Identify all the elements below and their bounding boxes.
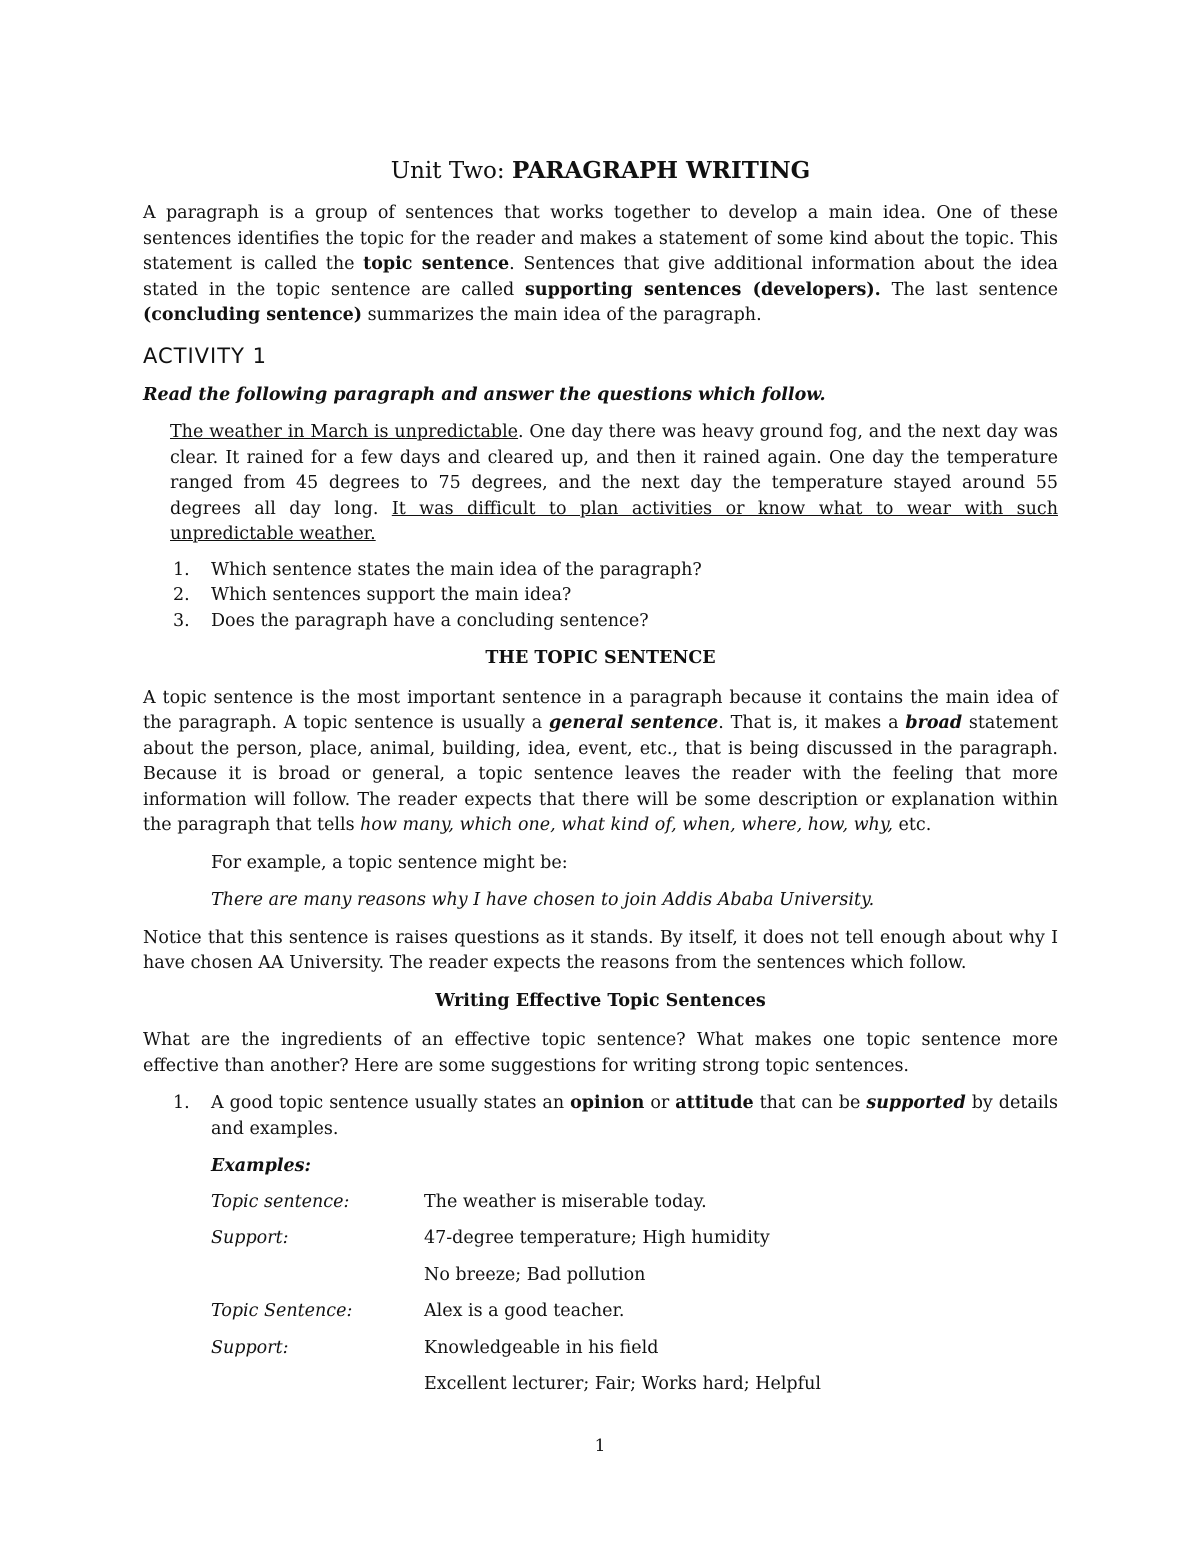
page-number: 1 bbox=[594, 1436, 606, 1456]
example-label: Topic Sentence: bbox=[211, 1301, 353, 1321]
example-row bbox=[211, 1226, 821, 1263]
passage-support: . One day there was heavy ground fog, and the next day was clear. It rained for a few days and cleared up, and then it rained again. One day the temperature ranged from 45 degrees to 75 degrees, and the next day the temperature stayed around 55 degrees all day long. bbox=[170, 422, 1058, 519]
question-number: 3. bbox=[173, 610, 190, 631]
term-concluding-sentence: (concluding sentence) bbox=[143, 305, 363, 325]
activity-heading: ACTIVITY 1 bbox=[143, 343, 267, 368]
effective-paragraph: What are the ingredients of an effective topic sentence? What makes one topic sentence more effective than another? Here are some suggestions for writing strong topic sentences. bbox=[143, 1030, 1058, 1076]
suggestion-number: 1. bbox=[173, 1093, 190, 1113]
intro-text: A paragraph is a group of sentences that works together to develop a main idea. One of these sentences identifies the topic for the reader and makes a statement of some kind about the topic. This statement is called the bbox=[143, 203, 1058, 274]
document-page bbox=[143, 155, 1058, 1409]
example-sentence: There are many reasons why I have chosen to join Addis Ababa University. bbox=[211, 890, 875, 910]
suggestion-text: by details and examples. bbox=[211, 1093, 1058, 1139]
title-main: PARAGRAPH WRITING bbox=[511, 157, 811, 184]
example-row bbox=[211, 1190, 821, 1227]
topic-sentence-paragraph bbox=[143, 686, 1058, 839]
term-topic-sentence: topic sentence bbox=[363, 254, 510, 274]
example-label: Topic sentence: bbox=[211, 1191, 350, 1212]
term-supporting-sentences: supporting sentences (developers). bbox=[525, 279, 881, 300]
suggestion-text: A good topic sentence usually states an bbox=[211, 1093, 571, 1113]
suggestion-text: or bbox=[644, 1093, 676, 1113]
term-general-sentence: general sentence bbox=[549, 713, 719, 733]
intro-text: summarizes the main idea of the paragraph. bbox=[362, 305, 762, 325]
example-value: Excellent lecturer; Fair; Works hard; Helpful bbox=[424, 1374, 821, 1394]
intro-paragraph bbox=[143, 201, 1058, 329]
topic-text: statement about the person, place, animal, building, idea, event, etc., that is being discussed in the paragraph. Because it is broad or general, a topic sentence leaves the reader with the feeling that more information will follow. The reader expects that there will be some description or explanation within the paragraph that tells bbox=[143, 713, 1058, 835]
question-item bbox=[143, 558, 1058, 584]
example-row bbox=[211, 1299, 821, 1336]
example-row bbox=[211, 1336, 821, 1373]
term-supported: supported bbox=[866, 1093, 966, 1113]
question-number: 1. bbox=[173, 559, 190, 580]
title-prefix: Unit Two: bbox=[390, 158, 512, 184]
notice-paragraph: Notice that this sentence is raises questions as it stands. By itself, it does not tell enough about why I have chosen AA University. The reader expects the reasons from the sentences which follow. bbox=[143, 927, 1058, 973]
examples-label: Examples: bbox=[211, 1156, 311, 1176]
topic-text: . That is, it makes a bbox=[718, 713, 906, 733]
question-words: how many, which one, what kind of, when, where, how, why, bbox=[360, 815, 893, 835]
question-text: Does the paragraph have a concluding sentence? bbox=[211, 610, 649, 631]
activity-questions bbox=[143, 558, 1058, 635]
page-title bbox=[143, 155, 1058, 187]
example-label bbox=[211, 1263, 424, 1300]
example-value: Knowledgeable in his field bbox=[424, 1337, 659, 1358]
example-row bbox=[211, 1263, 821, 1300]
question-item bbox=[143, 583, 1058, 609]
example-value: The weather is miserable today. bbox=[424, 1191, 707, 1212]
term-broad: broad bbox=[905, 713, 963, 733]
intro-text: . Sentences that give additional information about the idea stated in the topic sentence are called bbox=[143, 254, 1058, 300]
example-label: Support: bbox=[211, 1228, 289, 1248]
suggestion-text: that can be bbox=[753, 1093, 867, 1113]
term-attitude: attitude bbox=[675, 1093, 754, 1113]
example-label: Support: bbox=[211, 1337, 289, 1358]
question-text: Which sentence states the main idea of the paragraph? bbox=[211, 559, 702, 580]
example-value: Alex is a good teacher. bbox=[424, 1301, 625, 1321]
topic-text: etc. bbox=[892, 815, 932, 835]
activity-instruction: Read the following paragraph and answer the questions which follow. bbox=[143, 384, 826, 405]
suggestion-item bbox=[143, 1091, 1058, 1142]
passage-concluding-sentence: It was difficult to plan activities or know what to wear with such unpredictable weather. bbox=[170, 498, 1058, 544]
example-row bbox=[211, 1372, 821, 1409]
question-number: 2. bbox=[173, 585, 190, 605]
example-intro: For example, a topic sentence might be: bbox=[211, 852, 568, 873]
effective-heading: Writing Effective Topic Sentences bbox=[435, 990, 766, 1011]
question-text: Which sentences support the main idea? bbox=[211, 585, 572, 605]
example-value: 47-degree temperature; High humidity bbox=[424, 1228, 770, 1248]
passage-topic-sentence: The weather in March is unpredictable bbox=[170, 422, 519, 442]
example-label bbox=[211, 1372, 424, 1409]
topic-text: A topic sentence is the most important sentence in a paragraph because it contains the main idea of the paragraph. A topic sentence is usually a bbox=[143, 687, 1058, 733]
examples-table bbox=[211, 1190, 821, 1409]
activity-passage bbox=[170, 420, 1058, 548]
intro-text: The last sentence bbox=[880, 279, 1058, 300]
topic-sentence-heading: THE TOPIC SENTENCE bbox=[485, 648, 716, 668]
example-value: No breeze; Bad pollution bbox=[424, 1264, 646, 1285]
question-item bbox=[143, 609, 1058, 635]
term-opinion: opinion bbox=[570, 1093, 645, 1113]
